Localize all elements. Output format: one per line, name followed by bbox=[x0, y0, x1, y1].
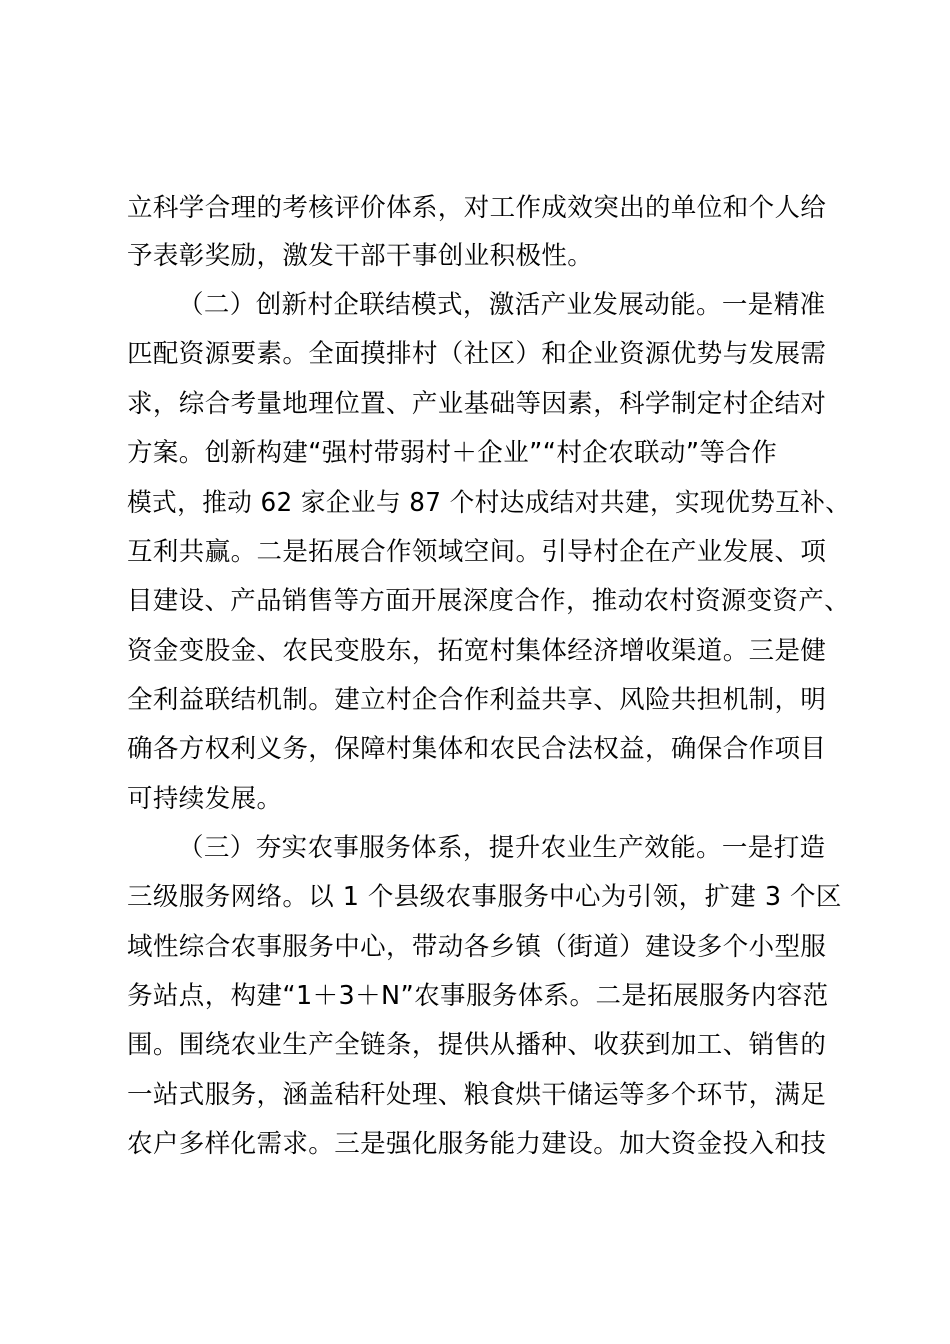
text-line: 确各方权利义务，保障村集体和农民合法权益，确保合作项目 bbox=[127, 734, 827, 764]
text-line: 方案。创新构建“强村带弱村＋企业”“村企农联动”等合作 bbox=[127, 438, 778, 468]
text-line: 予表彰奖励，激发干部干事创业积极性。 bbox=[127, 241, 594, 271]
text-line: 务站点，构建“1＋3＋N”农事服务体系。二是拓展服务内容范 bbox=[127, 981, 829, 1011]
text-line: 农户多样化需求。三是强化服务能力建设。加大资金投入和技 bbox=[127, 1129, 827, 1159]
text-line: 立科学合理的考核评价体系，对工作成效突出的单位和个人给 bbox=[127, 193, 827, 223]
text-line: 目建设、产品销售等方面开展深度合作，推动农村资源变资产、 bbox=[127, 586, 851, 616]
text-line: 模式，推动 62 家企业与 87 个村达成结对共建，实现优势互补、 bbox=[127, 488, 851, 518]
section-heading-line: （三）夯实农事服务体系，提升农业生产效能。一是打造 bbox=[178, 833, 826, 863]
text-line: 互利共赢。二是拓展合作领域空间。引导村企在产业发展、项 bbox=[127, 537, 827, 567]
text-line: 全利益联结机制。建立村企合作利益共享、风险共担机制，明 bbox=[127, 685, 827, 715]
text-line: 求，综合考量地理位置、产业基础等因素，科学制定村企结对 bbox=[127, 389, 827, 419]
section-heading-line: （二）创新村企联结模式，激活产业发展动能。一是精准 bbox=[178, 290, 826, 320]
text-line: 可持续发展。 bbox=[127, 784, 283, 814]
text-line: 资金变股金、农民变股东，拓宽村集体经济增收渠道。三是健 bbox=[127, 636, 827, 666]
text-line: 一站式服务，涵盖秸秆处理、粮食烘干储运等多个环节，满足 bbox=[127, 1080, 827, 1110]
text-line: 匹配资源要素。全面摸排村（社区）和企业资源优势与发展需 bbox=[127, 339, 827, 369]
text-line: 三级服务网络。以 1 个县级农事服务中心为引领，扩建 3 个区 bbox=[127, 882, 842, 912]
text-line: 围。围绕农业生产全链条，提供从播种、收获到加工、销售的 bbox=[127, 1030, 827, 1060]
text-line: 域性综合农事服务中心，带动各乡镇（街道）建设多个小型服 bbox=[127, 932, 827, 962]
